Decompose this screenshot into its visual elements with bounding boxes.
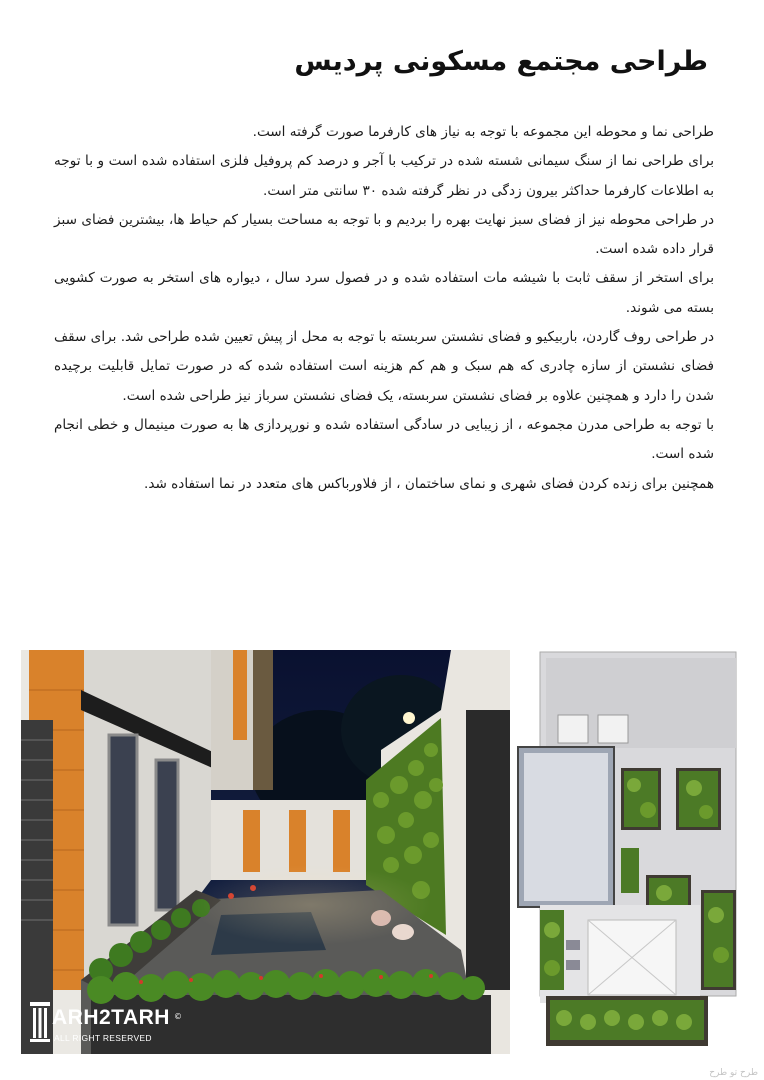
paragraph: در طراحی محوطه نیز از فضای سبز نهایت بهره را بردیم و با توجه به مساحت بسیار کم حیاط ها، بیشترین فضای سبز قرار داده شده است. [54,211,714,258]
paragraph: طراحی نما و محوطه این مجموعه با توجه به نیاز های کارفرما صورت گرفته است. [252,124,714,140]
paragraph: همچنین برای زنده کردن فضای شهری و نمای ساختمان ، از فلاورباکس های متعدد در نما استفاده شد. [144,475,714,492]
copyright-mark: © [174,1012,182,1021]
paragraph: در طراحی روف گاردن، باربیکیو و فضای نشستن سربسته با توجه به محل از پیش تعیین شده طراحی شد. برای سقف فضای نشستن از سازه چادری که هم سبک و هم کم هزینه است استفاده شده که در صورت تمایل قابلیت برچیده شدن را دارد و همچنین علاوه بر فضای نشستن سربسته، یک فضای نشستن سرباز نیز طراحی شده است. [54,329,714,404]
brand-logo [30,1000,190,1050]
rooftop-plan-image [516,650,738,1054]
rights-text: ALL RIGHT RESERVED [54,1033,152,1043]
page-title: طراحی مجتمع مسکونی پردیس [294,46,708,77]
paragraph: با توجه به طراحی مدرن مجموعه ، از زیبایی در سادگی استفاده شده و نورپردازی ها به صورت مینیمال و خطی انجام شده است. [54,416,714,463]
pillar-logo-icon [30,1000,50,1044]
courtyard-render-image [21,650,510,1054]
description-text [54,118,714,499]
paragraph: برای استخر از سقف ثابت با شیشه مات استفاده شده و در فصول سرد سال ، دیواره های استخر به صورت کشویی بسته می شوند. [54,270,714,316]
paragraph: برای طراحی نما از سنگ سیمانی شسته شده در ترکیب با آجر و درصد کم پروفیل فلزی استفاده شده است و با توجه به اطلاعات کارفرما حداکثر بیرون زدگی در نظر گرفته شده ۳۰ سانتی متر است. [54,153,714,199]
brand-name: ARH2TARH [52,1006,170,1029]
watermark: طرح تو طرح [709,1068,758,1078]
